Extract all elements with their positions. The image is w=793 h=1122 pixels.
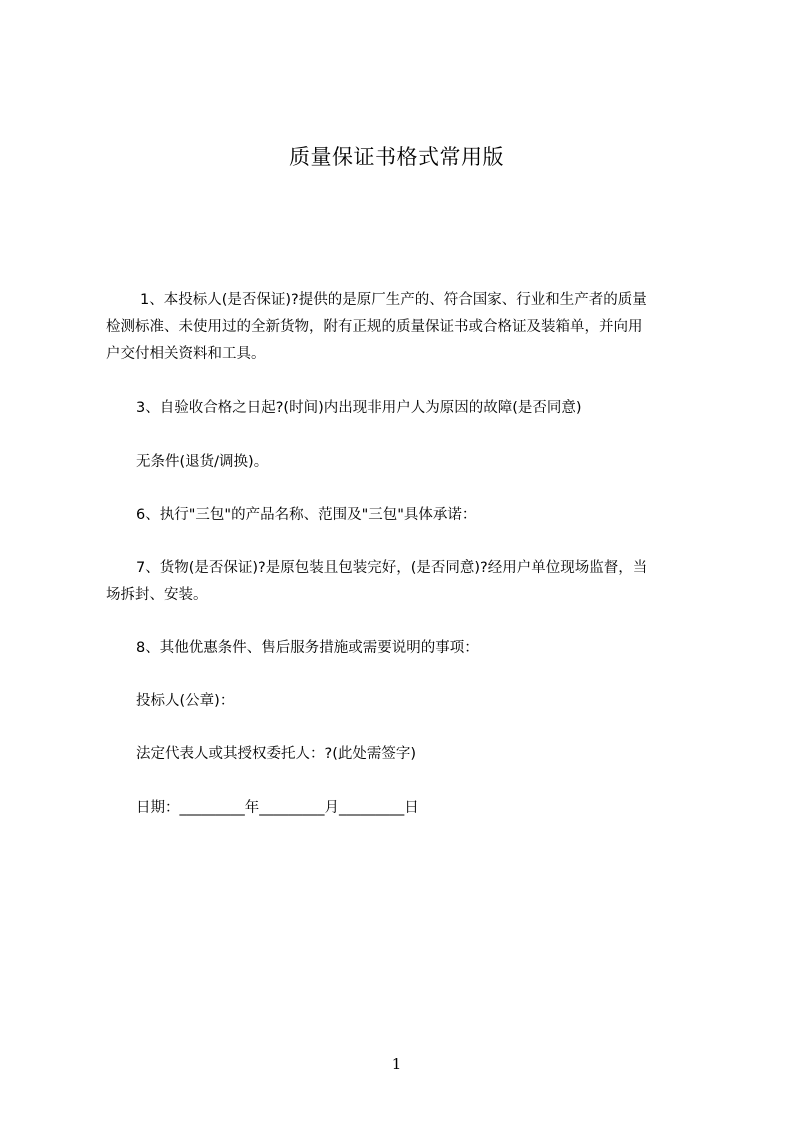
paragraph-6-three-guarantees	[106, 502, 708, 529]
paragraph-7-packaging	[106, 555, 708, 609]
paragraph-line: 3、自验收合格之日起?(时间)内出现非用户人为原因的故障(是否同意)	[136, 400, 582, 416]
legal-representative-signature-line	[106, 741, 708, 768]
paragraph-line: 1、本投标人(是否保证)?提供的是原厂生产的、符合国家、行业和生产者的质量	[140, 292, 647, 308]
paragraph-line: 场拆封、安装。	[106, 587, 208, 603]
paragraph-line: 检测标准、未使用过的全新货物，附有正规的质量保证书或合格证及装箱单，并向用	[106, 319, 643, 335]
paragraph-line: 投标人(公章)：	[136, 693, 235, 709]
paragraph-3-warranty-period	[106, 395, 708, 422]
page-number: 1	[391, 1055, 402, 1073]
document-title: 质量保证书格式常用版	[289, 145, 504, 169]
paragraph-return-exchange	[106, 449, 708, 476]
date-line	[106, 795, 708, 822]
paragraph-8-other-terms	[106, 635, 708, 662]
paragraph-1-quality-commitment	[106, 287, 708, 368]
paragraph-line: 无条件(退货/调换)。	[136, 454, 269, 470]
paragraph-line: 日期：_________年_________月_________日	[136, 800, 419, 816]
paragraph-line: 8、其他优惠条件、售后服务措施或需要说明的事项：	[136, 640, 479, 656]
bidder-seal-line	[106, 688, 708, 715]
paragraph-line: 法定代表人或其授权委托人：?(此处需签字)	[136, 746, 417, 762]
paragraph-line: 户交付相关资料和工具。	[106, 346, 266, 362]
paragraph-line: 6、执行"三包"的产品名称、范围及"三包"具体承诺：	[136, 507, 477, 523]
paragraph-line: 7、货物(是否保证)?是原包装且包装完好，(是否同意)?经用户单位现场监督，当	[136, 560, 648, 576]
